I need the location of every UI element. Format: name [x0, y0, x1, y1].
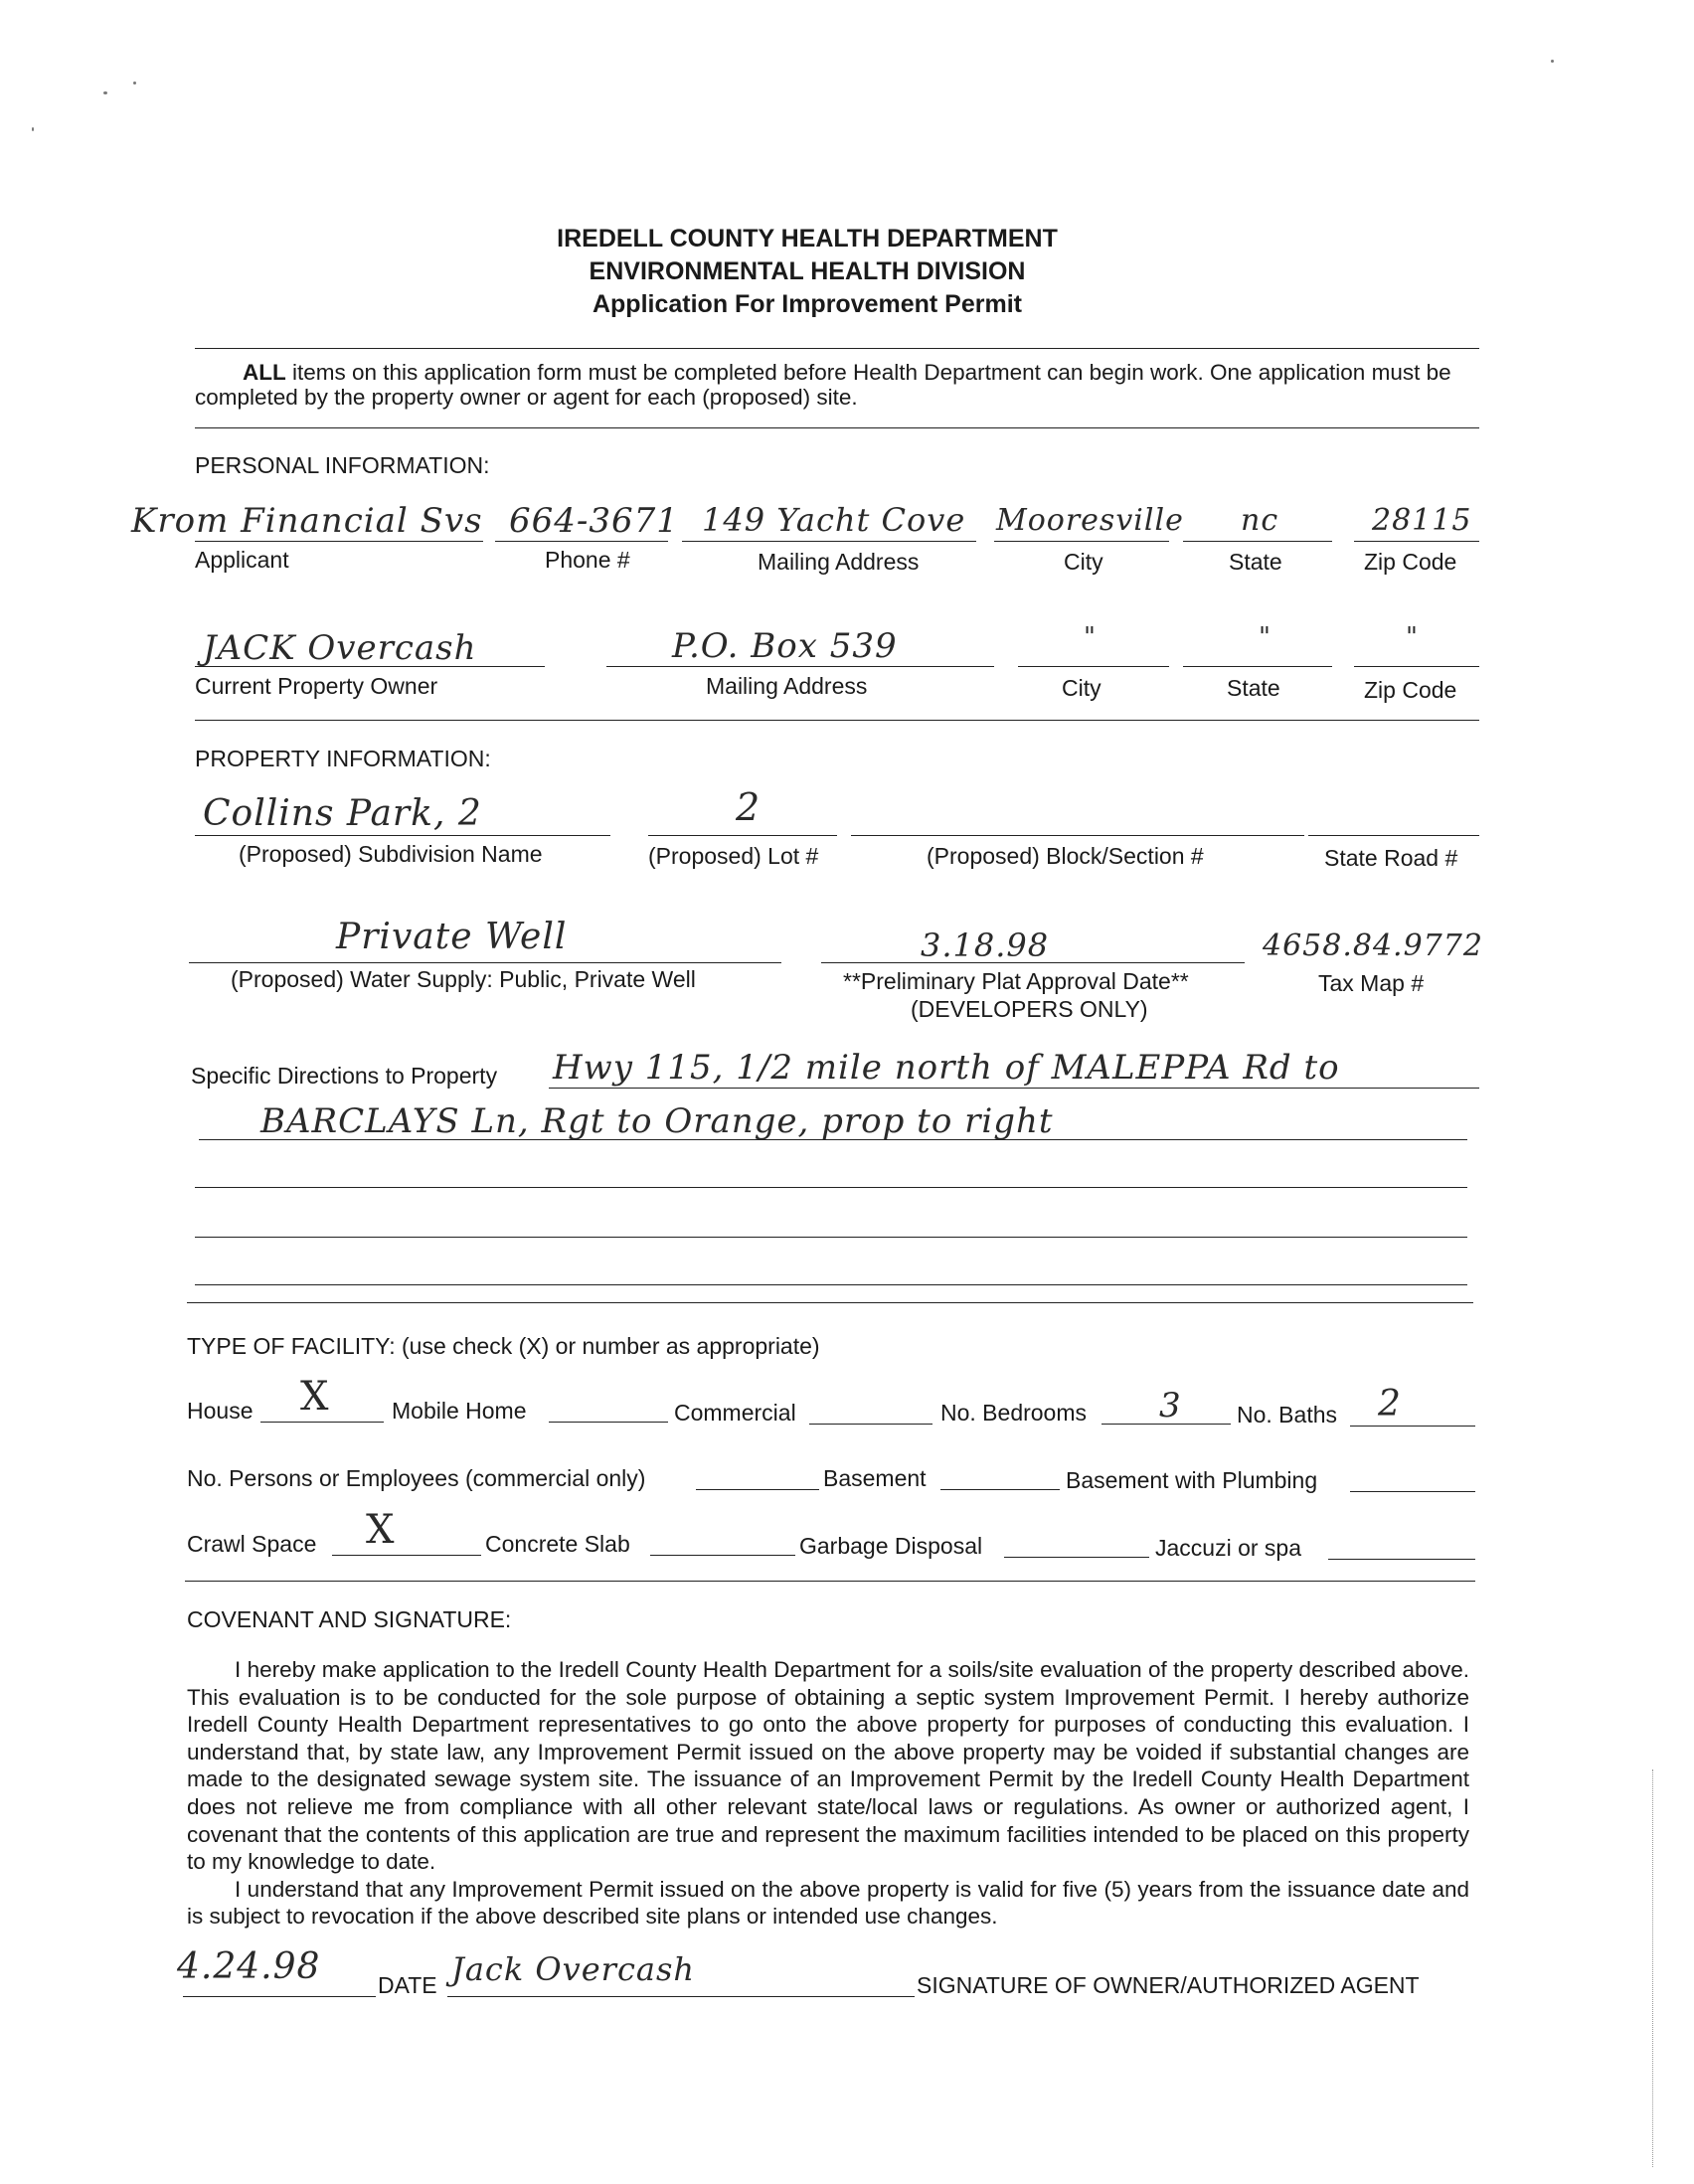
covenant-text: [187, 1656, 1469, 1931]
covenant-paragraph-1: I hereby make application to the Iredell County Health Department for a soils/site evaluation of the property described above. This evaluation is to be conducted for the sole purpose of obtaining a septic system Improvement Permit. I hereby authorize Iredell County Health Department representatives to go onto the above property for purposes of conducting this evaluation. I understand that, by state law, any Improvement Permit issued on the above property may be voided if substantial changes are made to the designated sewage system site. The issuance of an Improvement Permit by the Iredell County Health Department does not relieve me from compliance with all other relevant state/local laws or regulations. As owner or authorized agent, I covenant that the contents of this application are true and represent the maximum facilities intended to be placed on this property to my knowledge to date.: [187, 1657, 1469, 1875]
owner-value[interactable]: JACK Overcash: [203, 628, 477, 668]
directions-line2-value[interactable]: BARCLAYS Ln, Rgt to Orange, prop to right: [260, 1101, 1054, 1141]
owner-line: [195, 666, 545, 667]
state-road-line: [1308, 835, 1479, 836]
covenant-section-title: COVENANT AND SIGNATURE:: [187, 1606, 512, 1632]
mobile-home-line: [549, 1422, 668, 1423]
intro-rule: [195, 427, 1479, 428]
commercial-label: Commercial: [674, 1400, 796, 1426]
plat-date-line: [821, 962, 1245, 963]
property-section-title: PROPERTY INFORMATION:: [195, 746, 491, 771]
basement-label: Basement: [823, 1465, 927, 1491]
scan-speck: [1551, 60, 1554, 63]
owner-city-line: [1018, 666, 1169, 667]
plat-date-value[interactable]: 3.18.98: [921, 926, 1050, 964]
concrete-slab-label: Concrete Slab: [485, 1531, 630, 1557]
owner-label: Current Property Owner: [195, 673, 438, 699]
applicant-phone-value[interactable]: 664-3671: [509, 501, 679, 541]
owner-city-value[interactable]: ": [1084, 622, 1097, 652]
city-label: City: [1064, 549, 1103, 575]
crawl-space-label: Crawl Space: [187, 1531, 317, 1557]
water-supply-label: (Proposed) Water Supply: Public, Private Well: [231, 966, 696, 992]
subdivision-label: (Proposed) Subdivision Name: [239, 841, 543, 867]
state-road-label: State Road #: [1324, 845, 1458, 871]
intro-text: [195, 360, 1483, 410]
crawl-space-line: [332, 1555, 481, 1556]
house-value[interactable]: X: [300, 1374, 330, 1420]
tax-map-value[interactable]: 4658.84.9772: [1263, 928, 1483, 963]
state-label: State: [1229, 549, 1282, 575]
directions-line1-value[interactable]: Hwy 115, 1/2 mile north of MALEPPA Rd to: [553, 1048, 1340, 1088]
jaccuzi-label: Jaccuzi or spa: [1155, 1535, 1302, 1561]
plat-date-label: **Preliminary Plat Approval Date**: [843, 968, 1189, 994]
applicant-label: Applicant: [195, 547, 289, 573]
owner-zip-code-label: Zip Code: [1364, 677, 1457, 703]
department-title: IREDELL COUNTY HEALTH DEPARTMENT: [557, 225, 1058, 252]
form-title: Application For Improvement Permit: [592, 290, 1022, 318]
applicant-address-value[interactable]: 149 Yacht Cove: [702, 501, 966, 539]
directions-line-3: [195, 1187, 1467, 1188]
signature-value[interactable]: Jack Overcash: [451, 1950, 695, 1988]
applicant-line: [195, 541, 483, 542]
division-title: ENVIRONMENTAL HEALTH DIVISION: [589, 257, 1026, 285]
owner-address-line: [606, 666, 994, 667]
date-value[interactable]: 4.24.98: [177, 1946, 321, 1987]
bedrooms-value[interactable]: 3: [1159, 1386, 1182, 1426]
house-line: [260, 1422, 384, 1423]
scan-speck: [32, 127, 34, 131]
signature-label: SIGNATURE OF OWNER/AUTHORIZED AGENT: [917, 1972, 1420, 1998]
owner-state-line: [1183, 666, 1332, 667]
water-supply-line: [189, 962, 781, 963]
applicant-zip-value[interactable]: 28115: [1372, 503, 1472, 538]
lot-label: (Proposed) Lot #: [648, 843, 819, 869]
block-line: [851, 835, 1304, 836]
directions-line-5: [195, 1284, 1467, 1285]
facility-section-title: TYPE OF FACILITY: (use check (X) or number as appropriate): [187, 1333, 820, 1359]
phone-line: [495, 541, 668, 542]
garbage-disposal-line: [1004, 1557, 1149, 1558]
owner-city-label: City: [1062, 675, 1101, 701]
owner-zip-line: [1354, 666, 1479, 667]
facility-rule: [185, 1581, 1475, 1582]
baths-label: No. Baths: [1237, 1402, 1337, 1428]
tax-map-label: Tax Map #: [1318, 970, 1425, 996]
directions-label: Specific Directions to Property: [191, 1063, 498, 1089]
property-rule: [187, 1302, 1473, 1303]
bedrooms-label: No. Bedrooms: [940, 1400, 1088, 1426]
date-label: DATE: [378, 1972, 437, 1998]
developers-only-label: (DEVELOPERS ONLY): [911, 996, 1148, 1022]
baths-value[interactable]: 2: [1378, 1384, 1402, 1425]
crawl-space-value[interactable]: X: [366, 1507, 396, 1553]
owner-mailing-address-label: Mailing Address: [706, 673, 868, 699]
directions-line-2: [199, 1139, 1467, 1140]
directions-line-4: [195, 1237, 1467, 1238]
intro-bold: ALL: [243, 360, 286, 385]
personal-rule: [195, 720, 1479, 721]
covenant-paragraph-2: I understand that any Improvement Permit issued on the above property is valid for five (5) years from the issuance date and is subject to revocation if the above described site plans or intended use changes.: [187, 1876, 1469, 1930]
applicant-city-value[interactable]: Mooresville: [996, 503, 1184, 538]
persons-label: No. Persons or Employees (commercial only): [187, 1465, 646, 1491]
basement-plumbing-label: Basement with Plumbing: [1066, 1467, 1318, 1493]
owner-address-value[interactable]: P.O. Box 539: [672, 626, 898, 666]
directions-line-1: [549, 1088, 1479, 1089]
scan-speck: [133, 82, 136, 84]
water-supply-value[interactable]: Private Well: [336, 917, 568, 957]
lot-value[interactable]: 2: [736, 785, 762, 829]
phone-label: Phone #: [545, 547, 630, 573]
jaccuzi-line: [1328, 1559, 1475, 1560]
block-section-label: (Proposed) Block/Section #: [927, 843, 1204, 869]
scan-speck: [103, 91, 107, 94]
state-line: [1183, 541, 1332, 542]
zip-line: [1354, 541, 1479, 542]
house-label: House: [187, 1398, 254, 1424]
concrete-slab-line: [650, 1555, 795, 1556]
baths-line: [1350, 1426, 1475, 1427]
basement-plumbing-line: [1350, 1491, 1475, 1492]
subdivision-value[interactable]: Collins Park, 2: [203, 793, 482, 834]
applicant-value[interactable]: Krom Financial Svs: [131, 501, 483, 541]
zip-code-label: Zip Code: [1364, 549, 1457, 575]
address-line: [682, 541, 976, 542]
applicant-state-value[interactable]: nc: [1241, 503, 1279, 538]
owner-zip-value[interactable]: ": [1406, 622, 1419, 652]
header-rule: [195, 348, 1479, 349]
lot-line: [648, 835, 837, 836]
city-line: [994, 541, 1169, 542]
mobile-home-label: Mobile Home: [392, 1398, 527, 1424]
date-value-line: [183, 1996, 376, 1997]
basement-line: [940, 1489, 1060, 1490]
commercial-line: [809, 1424, 932, 1425]
mailing-address-label: Mailing Address: [758, 549, 920, 575]
owner-state-label: State: [1227, 675, 1280, 701]
scan-edge: [1652, 1769, 1653, 2167]
subdivision-line: [195, 835, 610, 836]
personal-section-title: PERSONAL INFORMATION:: [195, 452, 490, 478]
garbage-disposal-label: Garbage Disposal: [799, 1533, 983, 1559]
owner-state-value[interactable]: ": [1259, 622, 1271, 652]
persons-line: [696, 1489, 819, 1490]
signature-line: [447, 1996, 915, 1997]
intro-rest: items on this application form must be completed before Health Department can begin work. One application must be completed by the property owner or agent for each (proposed) site.: [195, 360, 1451, 410]
